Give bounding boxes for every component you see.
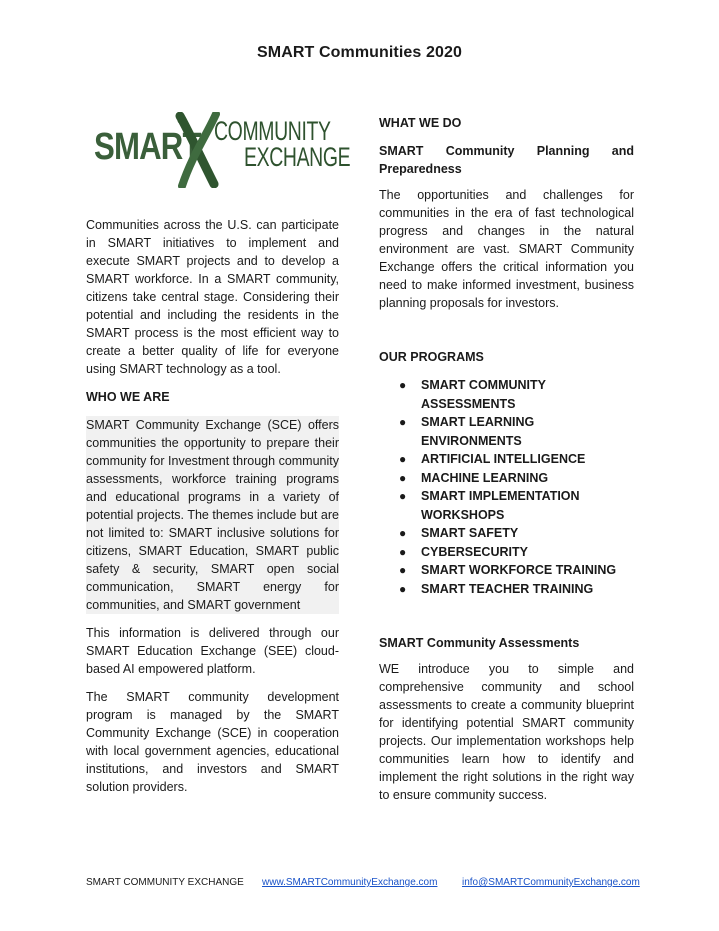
list-item <box>379 413 634 450</box>
list-item <box>379 450 634 469</box>
list-item <box>379 376 634 413</box>
bullet-icon: ● <box>399 526 407 540</box>
bullet-icon: ● <box>399 470 407 485</box>
list-item <box>379 543 634 562</box>
our-programs-heading: OUR PROGRAMS <box>379 350 484 364</box>
right-column <box>379 114 634 804</box>
list-item <box>379 580 634 599</box>
footer-website-link[interactable]: www.SMARTCommunityExchange.com <box>262 877 438 888</box>
program-label: SMART TEACHER TRAINING <box>421 581 594 596</box>
management-paragraph: The SMART community development program is managed by the SMART Community Exchange (SCE) in cooperation with local government agencies, educational institutions, and investors and SMART solution providers. <box>86 690 339 794</box>
footer-email-link[interactable]: info@SMARTCommunityExchange.com <box>462 877 640 888</box>
program-label: ARTIFICIAL INTELLIGENCE <box>421 452 586 466</box>
program-label: SMART SAFETY <box>421 526 519 540</box>
bullet-icon: ● <box>399 378 407 392</box>
planning-heading: SMART Community Planning and Preparedness <box>379 144 634 176</box>
bullet-icon: ● <box>399 581 407 596</box>
bullet-icon: ● <box>399 489 407 503</box>
program-label: MACHINE LEARNING <box>421 470 549 485</box>
assessments-heading: SMART Community Assessments <box>379 636 580 650</box>
bullet-icon: ● <box>399 544 407 559</box>
program-label: SMART WORKFORCE TRAINING <box>421 563 617 577</box>
footer-org-name: SMART COMMUNITY EXCHANGE <box>86 877 244 888</box>
left-column <box>86 108 351 796</box>
programs-list <box>379 376 634 598</box>
bullet-icon: ● <box>399 563 407 577</box>
who-we-are-paragraph: SMART Community Exchange (SCE) offers communities the opportunity to prepare their community for Investment through community assessments, workforce training programs and educational programs in a variety of potential projects. The themes include but are not limited to: SMART inclusive solutions for citizens, SMART Education, SMART public safety & security, SMART open social communication, SMART energy for communities, and SMART government <box>86 418 339 612</box>
bullet-icon: ● <box>399 452 407 466</box>
who-we-are-heading: WHO WE ARE <box>86 390 170 404</box>
planning-paragraph: The opportunities and challenges for communities in the era of fast technological progress and changes in the natural environment are vast. SMART Community Exchange offers the critical information you need to make informed investment, business planning proposals for investors. <box>379 188 634 310</box>
delivery-paragraph: This information is delivered through our SMART Education Exchange (SEE) cloud-based AI empowered platform. <box>86 626 339 676</box>
intro-paragraph: Communities across the U.S. can participate in SMART initiatives to implement and execute SMART projects and to develop a SMART workforce. In a SMART community, citizens take central stage. Considering their potential and including the residents in the SMART process is the most efficient way to create a better quality of life for everyone using SMART technology as a tool. <box>86 218 339 376</box>
program-label: SMART IMPLEMENTATION WORKSHOPS <box>421 489 580 522</box>
logo-word-exchange: EXCHANGE <box>244 142 351 172</box>
logo-word-smart: SMART <box>94 126 201 168</box>
list-item <box>379 561 634 580</box>
list-item <box>379 469 634 488</box>
list-item <box>379 524 634 543</box>
smart-community-exchange-logo <box>86 108 351 188</box>
list-item <box>379 487 634 524</box>
program-label: CYBERSECURITY <box>421 544 528 559</box>
page-title: SMART Communities 2020 <box>257 44 462 61</box>
program-label: SMART LEARNING ENVIRONMENTS <box>421 415 535 448</box>
bullet-icon: ● <box>399 415 407 429</box>
program-label: SMART COMMUNITY ASSESSMENTS <box>421 378 546 411</box>
assessments-paragraph: WE introduce you to simple and comprehensive community and school assessments to create a community blueprint for identifying potential SMART community projects. Our implementation workshops help communities learn how to identify and implement the right solutions in the right way to ensure community success. <box>379 662 634 802</box>
what-we-do-heading: WHAT WE DO <box>379 116 462 130</box>
logo-word-community: COMMUNITY <box>214 116 331 146</box>
